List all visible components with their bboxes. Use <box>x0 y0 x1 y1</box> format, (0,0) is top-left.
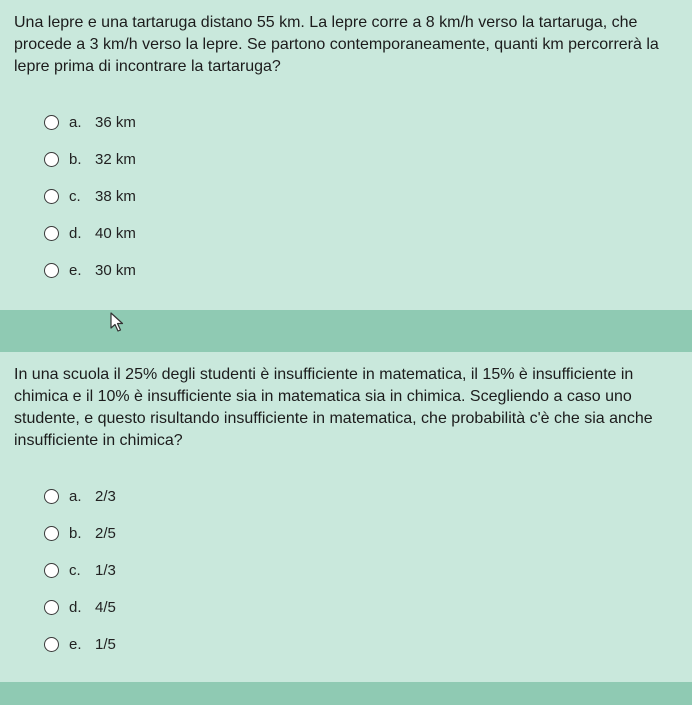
radio-button-icon[interactable] <box>44 189 59 204</box>
option-value: 1/3 <box>95 562 116 579</box>
question-1 <box>0 0 692 310</box>
radio-button-icon[interactable] <box>44 115 59 130</box>
option-value: 40 km <box>95 225 136 242</box>
question-1-text: Una lepre e una tartaruga distano 55 km. La lepre corre a 8 km/h verso la tartaruga, che procede a 3 km/h verso la lepre. Se partono contemporaneamente, quanti km percorrerà la lepre prima di incontrare la tartaruga? <box>14 14 659 75</box>
option-letter: c. <box>69 188 81 205</box>
question-1-options <box>44 104 678 289</box>
option-value: 36 km <box>95 114 136 131</box>
option-letter: e. <box>69 262 82 279</box>
option-value: 1/5 <box>95 636 116 653</box>
option-value: 2/3 <box>95 488 116 505</box>
option-2d[interactable] <box>44 589 678 626</box>
option-value: 38 km <box>95 188 136 205</box>
option-letter: b. <box>69 151 82 168</box>
option-1e[interactable] <box>44 252 678 289</box>
option-2c[interactable] <box>44 552 678 589</box>
option-2e[interactable] <box>44 626 678 663</box>
radio-button-icon[interactable] <box>44 263 59 278</box>
option-value: 2/5 <box>95 525 116 542</box>
radio-button-icon[interactable] <box>44 489 59 504</box>
radio-button-icon[interactable] <box>44 226 59 241</box>
option-letter: a. <box>69 114 82 131</box>
option-value: 30 km <box>95 262 136 279</box>
option-1d[interactable] <box>44 215 678 252</box>
option-letter: e. <box>69 636 82 653</box>
option-value: 32 km <box>95 151 136 168</box>
radio-button-icon[interactable] <box>44 600 59 615</box>
option-letter: c. <box>69 562 81 579</box>
option-letter: d. <box>69 599 82 616</box>
question-separator <box>0 310 692 352</box>
question-2 <box>0 352 692 682</box>
option-1c[interactable] <box>44 178 678 215</box>
question-2-text: In una scuola il 25% degli studenti è insufficiente in matematica, il 15% è insufficiente in chimica e il 10% è insufficiente sia in matematica sia in chimica. Scegliendo a caso uno studente, e questo risultando insufficiente in matematica, che probabilità c'è che sia anche insufficiente in chimica? <box>14 366 653 449</box>
radio-button-icon[interactable] <box>44 563 59 578</box>
option-letter: a. <box>69 488 82 505</box>
mouse-pointer-icon <box>110 312 128 334</box>
radio-button-icon[interactable] <box>44 152 59 167</box>
question-2-options <box>44 478 678 663</box>
option-2b[interactable] <box>44 515 678 552</box>
option-2a[interactable] <box>44 478 678 515</box>
radio-button-icon[interactable] <box>44 526 59 541</box>
option-letter: d. <box>69 225 82 242</box>
bottom-separator <box>0 682 692 705</box>
radio-button-icon[interactable] <box>44 637 59 652</box>
option-1a[interactable] <box>44 104 678 141</box>
option-1b[interactable] <box>44 141 678 178</box>
option-value: 4/5 <box>95 599 116 616</box>
option-letter: b. <box>69 525 82 542</box>
